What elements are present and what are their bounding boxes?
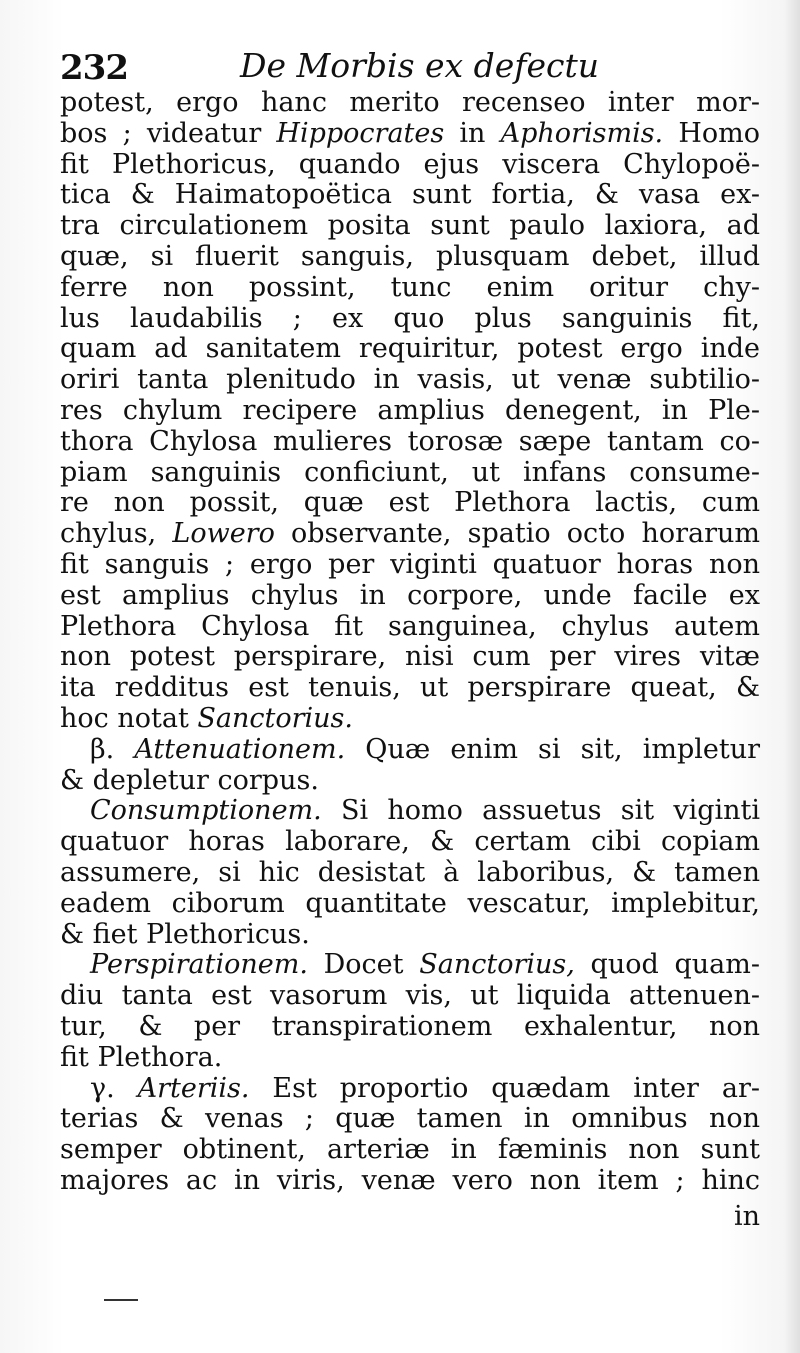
text-line: fit Plethora. (60, 1041, 223, 1073)
text-line: fit Plethoricus, quando ejus viscera Chylopoë- (60, 148, 760, 180)
text-line: est amplius chylus in corpore, unde facile ex (60, 579, 760, 611)
text-line: & depletur corpus. (60, 764, 319, 796)
page-number: 232 (60, 48, 128, 88)
text-line: lus laudabilis ; ex quo plus sanguinis fit, (60, 302, 760, 334)
text-line: potest, ergo hanc merito recenseo inter mor- (60, 87, 760, 118)
text-line: ita redditus est tenuis, ut perspirare queat, & (60, 672, 760, 704)
running-head: De Morbis ex defectu (240, 46, 600, 85)
text-line: thora Chylosa mulieres torosæ sæpe tantam co- (60, 425, 760, 457)
text-line: semper obtinent, arteriæ in fæminis non sunt (60, 1134, 760, 1166)
page-header (60, 40, 760, 90)
text-line: diu tanta est vasorum vis, ut liquida attenuen- (60, 980, 760, 1012)
author-name-italic: Sanctorius. (197, 702, 353, 734)
text-line: fit sanguis ; ergo per viginti quatuor horas non (60, 548, 760, 580)
text-line: quatuor horas laborare, & certam cibi copiam (60, 826, 760, 858)
text-line: non potest perspirare, nisi cum per vires vitæ (60, 641, 760, 673)
author-name-italic: Hippocrates (276, 117, 445, 149)
work-title-italic: Aphorismis. (500, 117, 664, 149)
text-line: piam sanguinis conficiunt, ut infans consume- (60, 456, 760, 488)
text-line: tica & Haimatopoëtica sunt fortia, & vasa ex- (60, 179, 760, 211)
author-name-italic: Lowero (172, 518, 275, 550)
printer-mark (104, 1299, 138, 1301)
text-line: Consumptionem. Si homo assuetus sit viginti (90, 795, 760, 827)
text-line: re non possit, quæ est Plethora lactis, cum (60, 487, 760, 519)
text-line: hoc notat Sanctorius. (60, 702, 353, 734)
text-line: quæ, si fluerit sanguis, plusquam debet, illud (60, 240, 760, 272)
text-line: Perspirationem. Docet Sanctorius, quod quam- (90, 949, 760, 981)
text-line: quam ad sanitatem requiritur, potest ergo inde (60, 333, 760, 365)
text-line: chylus, Lowero observante, spatio octo horarum (60, 518, 760, 550)
text-line: bos ; videatur Hippocrates in Aphorismis. Homo (60, 117, 760, 149)
text-line: assumere, si hic desistat à laboribus, & tamen (60, 856, 760, 888)
text-line: β. Attenuationem. Quæ enim si sit, impletur (90, 733, 760, 765)
section-term-italic: Consumptionem. (90, 795, 322, 827)
text-line: & fiet Plethoricus. (60, 918, 310, 950)
author-name-italic: Sanctorius, (419, 949, 575, 981)
text-line: oriri tanta plenitudo in vasis, ut venæ subtilio- (60, 364, 760, 396)
text-line: eadem ciborum quantitate vescatur, implebitur, (60, 887, 760, 919)
catchword: in (733, 1200, 760, 1232)
text-line: ferre non possint, tunc enim oritur chy- (60, 271, 760, 303)
text-line: res chylum recipere amplius denegent, in Ple- (60, 394, 760, 426)
page-edge-shadow (784, 0, 800, 1353)
text-line: Plethora Chylosa fit sanguinea, chylus autem (60, 610, 760, 642)
section-term-italic: Attenuationem. (134, 733, 346, 765)
section-term-italic: Arteriis. (137, 1072, 250, 1104)
text-line: tur, & per transpirationem exhalentur, non (60, 1010, 760, 1042)
text-line: terias & venas ; quæ tamen in omnibus non (60, 1103, 760, 1135)
text-line: γ. Arteriis. Est proportio quædam inter ar- (90, 1072, 760, 1104)
text-line: tra circulationem posita sunt paulo laxiora, ad (60, 210, 760, 242)
section-term-italic: Perspirationem. (90, 949, 308, 981)
body-text (60, 88, 760, 1237)
text-line: majores ac in viris, venæ vero non item ; hinc (60, 1164, 760, 1196)
